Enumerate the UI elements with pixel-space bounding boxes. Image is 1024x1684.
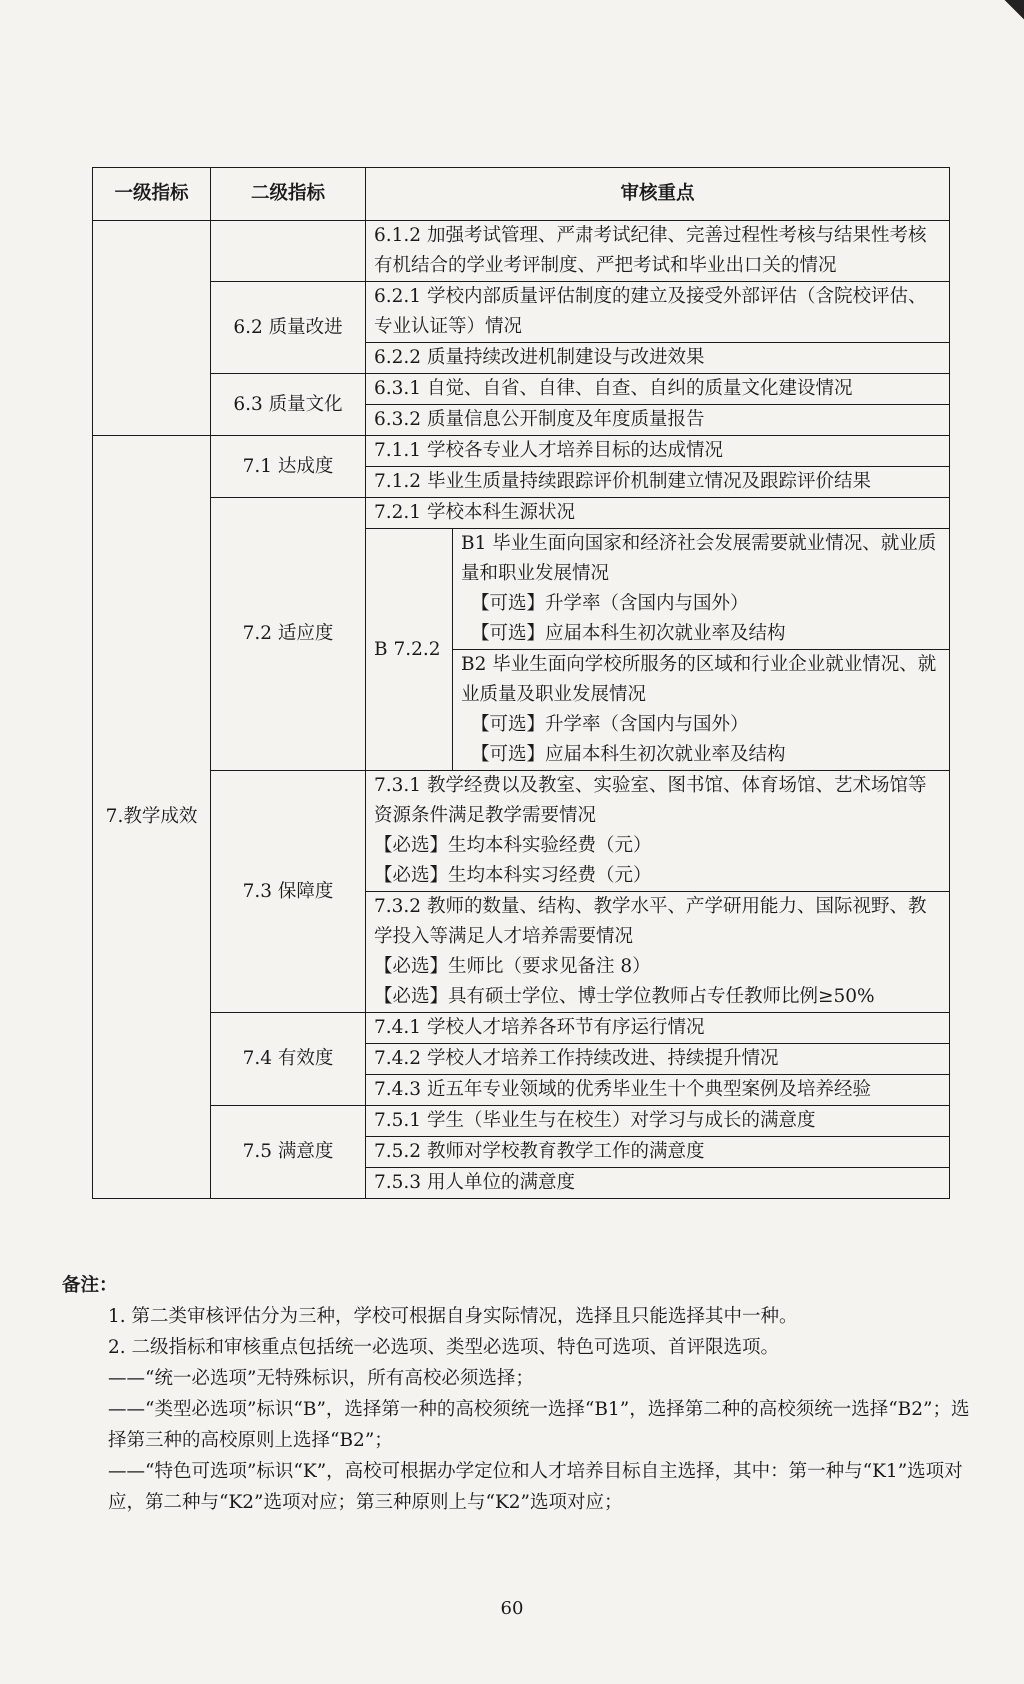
focus-7-4-2: 7.4.2 学校人才培养工作持续改进、持续提升情况 — [366, 1044, 950, 1075]
page-corner-mark — [1000, 0, 1024, 24]
focus-b1 — [453, 529, 950, 650]
notes-section — [62, 1270, 972, 1518]
b1-option-1: 【可选】升学率（含国内与国外） — [471, 593, 749, 614]
focus-7-3-1 — [366, 771, 950, 892]
note-2: 2. 二级指标和审核重点包括统一必选项、类型必选项、特色可选项、首评限选项。 — [108, 1337, 780, 1358]
focus-7-3-2-option-1: 【必选】生师比（要求见备注 8） — [374, 956, 651, 977]
level1-7: 7.教学成效 — [93, 436, 211, 1199]
focus-6-2-2: 6.2.2 质量持续改进机制建设与改进效果 — [366, 343, 950, 374]
focus-7-4-1: 7.4.1 学校人才培养各环节有序运行情况 — [366, 1013, 950, 1044]
level2-7-1: 7.1 达成度 — [211, 436, 366, 498]
level2-7-3: 7.3 保障度 — [211, 771, 366, 1013]
focus-7-3-1-option-2: 【必选】生均本科实习经费（元） — [374, 865, 652, 886]
b2-text: B2 毕业生面向学校所服务的区域和行业企业就业情况、就业质量及职业发展情况 — [461, 654, 937, 705]
b1-option-2: 【可选】应届本科生初次就业率及结构 — [471, 623, 786, 644]
level2-7-4: 7.4 有效度 — [211, 1013, 366, 1106]
audit-index-table — [92, 167, 950, 1199]
b1-text: B1 毕业生面向国家和经济社会发展需要就业情况、就业质量和职业发展情况 — [461, 533, 937, 584]
table-row — [93, 436, 950, 467]
focus-7-1-2: 7.1.2 毕业生质量持续跟踪评价机制建立情况及跟踪评价结果 — [366, 467, 950, 498]
note-1: 1. 第二类审核评估分为三种，学校可根据自身实际情况，选择且只能选择其中一种。 — [108, 1306, 798, 1327]
table-row — [93, 221, 950, 282]
focus-7-5-1: 7.5.1 学生（毕业生与在校生）对学习与成长的满意度 — [366, 1106, 950, 1137]
note-3: ——“统一必选项”无特殊标识，所有高校必须选择； — [108, 1368, 534, 1389]
focus-6-3-2: 6.3.2 质量信息公开制度及年度质量报告 — [366, 405, 950, 436]
focus-b2 — [453, 650, 950, 771]
focus-7-1-1: 7.1.1 学校各专业人才培养目标的达成情况 — [366, 436, 950, 467]
focus-7-4-3: 7.4.3 近五年专业领域的优秀毕业生十个典型案例及培养经验 — [366, 1075, 950, 1106]
table-row — [93, 374, 950, 405]
note-4: ——“类型必选项”标识“B”，选择第一种的高校须统一选择“B1”，选择第二种的高校须统一选择“B2”；选择第三种的高校原则上选择“B2”； — [108, 1399, 970, 1451]
page-number: 60 — [500, 1598, 524, 1619]
table-header-row — [93, 168, 950, 221]
b2-option-2: 【可选】应届本科生初次就业率及结构 — [471, 744, 786, 765]
b2-option-1: 【可选】升学率（含国内与国外） — [471, 714, 749, 735]
level2-cell-6-1-cont — [211, 221, 366, 282]
focus-7-2-1: 7.2.1 学校本科生源状况 — [366, 498, 950, 529]
focus-7-3-1-text: 7.3.1 教学经费以及教室、实验室、图书馆、体育场馆、艺术场馆等资源条件满足教学需要情况 — [374, 775, 927, 826]
table-row — [93, 771, 950, 892]
table-row — [93, 1106, 950, 1137]
focus-7-3-1-option-1: 【必选】生均本科实验经费（元） — [374, 835, 652, 856]
focus-7-3-2-text: 7.3.2 教师的数量、结构、教学水平、产学研用能力、国际视野、教学投入等满足人才培养需要情况 — [374, 896, 927, 947]
b-7-2-2-label: B 7.2.2 — [366, 529, 453, 771]
level1-cell-6-cont — [93, 221, 211, 436]
focus-6-3-1: 6.3.1 自觉、自省、自律、自查、自纠的质量文化建设情况 — [366, 374, 950, 405]
focus-6-2-1: 6.2.1 学校内部质量评估制度的建立及接受外部评估（含院校评估、专业认证等）情况 — [366, 282, 950, 343]
focus-7-3-2 — [366, 892, 950, 1013]
level2-6-3: 6.3 质量文化 — [211, 374, 366, 436]
focus-7-5-3: 7.5.3 用人单位的满意度 — [366, 1168, 950, 1199]
table-row — [93, 498, 950, 529]
header-focus: 审核重点 — [366, 168, 950, 221]
level2-7-5: 7.5 满意度 — [211, 1106, 366, 1199]
header-level1: 一级指标 — [93, 168, 211, 221]
focus-7-3-2-option-2: 【必选】具有硕士学位、博士学位教师占专任教师比例≥50% — [374, 986, 875, 1007]
notes-title: 备注： — [62, 1275, 118, 1296]
header-level2: 二级指标 — [211, 168, 366, 221]
level2-7-2: 7.2 适应度 — [211, 498, 366, 771]
focus-7-5-2: 7.5.2 教师对学校教育教学工作的满意度 — [366, 1137, 950, 1168]
table-row — [93, 282, 950, 343]
level2-6-2: 6.2 质量改进 — [211, 282, 366, 374]
note-5: ——“特色可选项”标识“K”，高校可根据办学定位和人才培养目标自主选择，其中：第一种与“K1”选项对应，第二种与“K2”选项对应；第三种原则上与“K2”选项对应； — [108, 1461, 963, 1513]
table-row — [93, 1013, 950, 1044]
focus-6-1-2: 6.1.2 加强考试管理、严肃考试纪律、完善过程性考核与结果性考核有机结合的学业考评制度、严把考试和毕业出口关的情况 — [366, 221, 950, 282]
